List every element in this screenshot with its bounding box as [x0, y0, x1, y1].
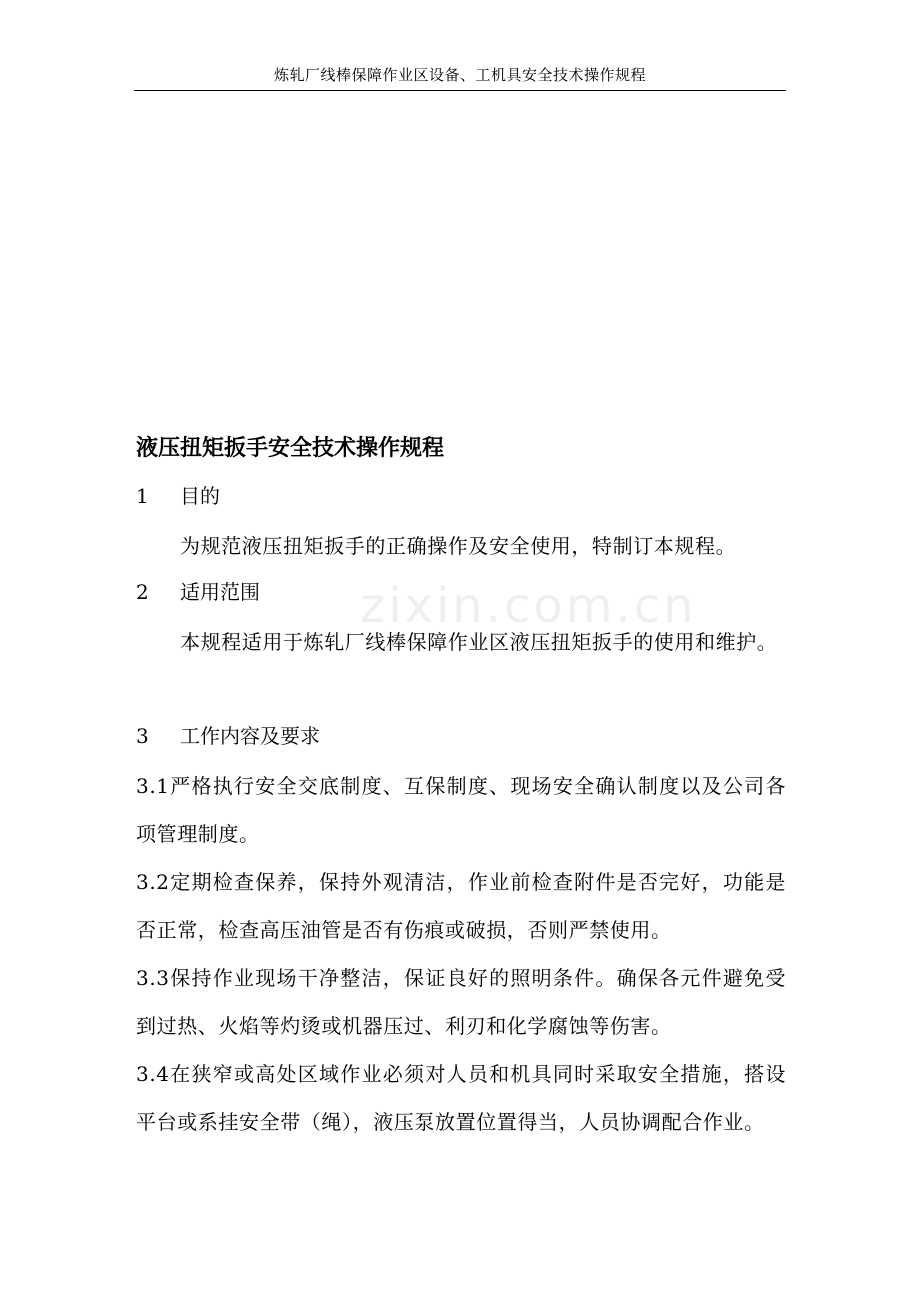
section-title: 工作内容及要求: [180, 724, 320, 748]
section-2-heading: [136, 574, 260, 610]
document-title: 液压扭矩扳手安全技术操作规程: [136, 435, 445, 461]
section-1-body: 为规范液压扭矩扳手的正确操作及安全使用，特制订本规程。: [180, 534, 737, 558]
section-3-heading: [136, 718, 320, 754]
section-1-heading: [136, 478, 220, 514]
item-3-1: 3.1严格执行安全交底制度、互保制度、现场安全确认制度以及公司各项管理制度。: [136, 774, 786, 846]
section-title: 适用范围: [180, 580, 260, 604]
page-header: [134, 62, 786, 91]
item-3-3: 3.3保持作业现场干净整洁，保证良好的照明条件。确保各元件避免受到过热、火焰等灼烫或机器压过、利刃和化学腐蚀等伤害。: [136, 966, 786, 1038]
section-title: 目的: [180, 484, 220, 508]
section-number: 2: [136, 580, 149, 604]
header-text: 炼轧厂线棒保障作业区设备、工机具安全技术操作规程: [273, 66, 646, 84]
item-3-4: 3.4在狭窄或高处区域作业必须对人员和机具同时采取安全措施，搭设平台或系挂安全带（绳），液压泵放置位置得当，人员协调配合作业。: [136, 1062, 786, 1134]
item-3-2: 3.2定期检查保养，保持外观清洁，作业前检查附件是否完好，功能是否正常，检查高压油管是否有伤痕或破损，否则严禁使用。: [136, 870, 786, 942]
section-number: 1: [136, 484, 149, 508]
section-number: 3: [136, 724, 149, 748]
watermark: zixin.com.cn: [360, 578, 697, 634]
section-2-body: 本规程适用于炼轧厂线棒保障作业区液压扭矩扳手的使用和维护。: [180, 630, 778, 654]
